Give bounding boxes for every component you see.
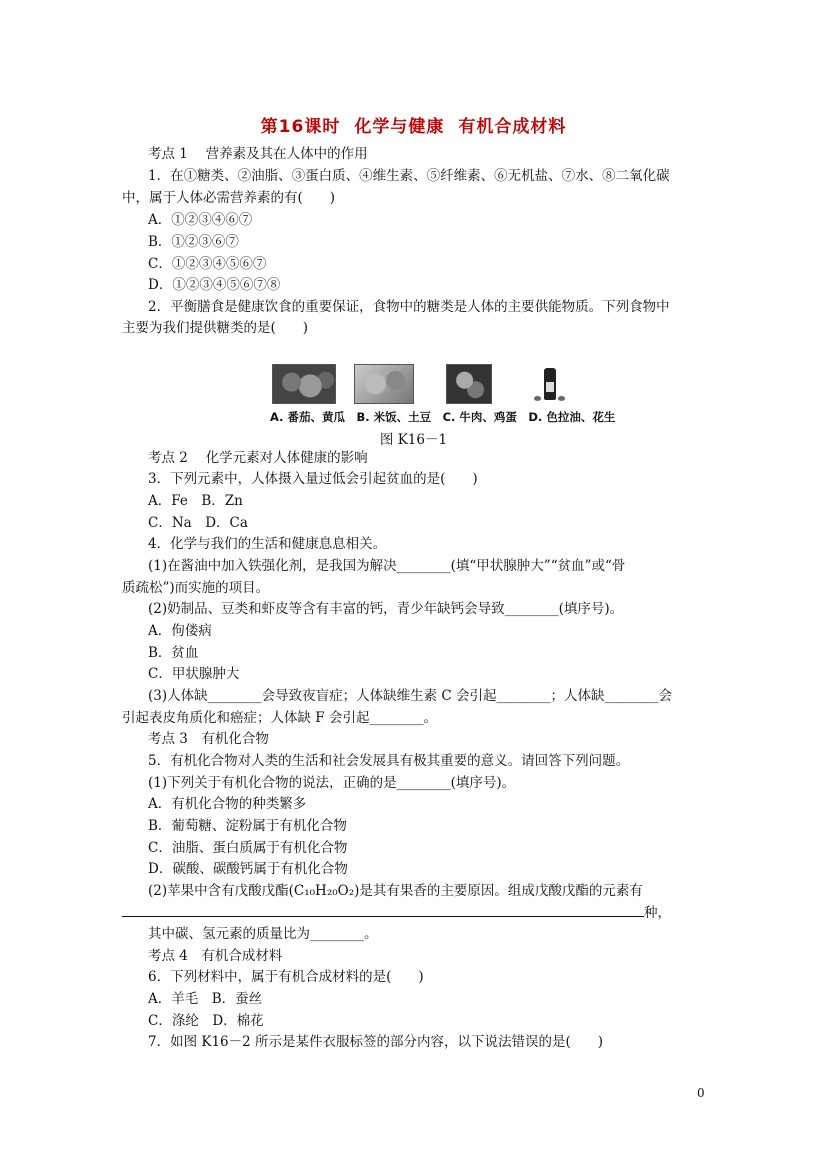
question-4-option-b: B．贫血 — [148, 645, 199, 661]
question-1-option-c: C．①②③④⑤⑥⑦ — [148, 256, 267, 272]
salad-oil-peanut-photo — [530, 364, 570, 404]
question-5-part-2: (2)苹果中含有戊酸戊酯(C₁₀H₂₀O₂)是其有果香的主要原因。组成戊酸戊酯的元素有 — [148, 883, 643, 899]
question-4-part-3: (3)人体缺________会导致夜盲症；人体缺维生素 C 会引起________；人体缺________会 — [148, 688, 673, 704]
figure-captions: A. 番茄、黄瓜 B. 米饭、土豆 C. 牛肉、鸡蛋 D. 色拉油、花生 — [270, 410, 616, 424]
question-5-option-a: A．有机化合物的种类繁多 — [148, 796, 307, 812]
question-6-options-ab: A．羊毛 B．蚕丝 — [148, 991, 263, 1007]
title-lesson: 第16课时 — [260, 117, 341, 137]
question-5-part-2-cont: 其中碳、氢元素的质量比为________。 — [148, 926, 378, 942]
page-number: 0 — [697, 1086, 705, 1100]
question-3-options-ab: A．Fe B．Zn — [148, 493, 243, 509]
question-2: 2．平衡膳食是健康饮食的重要保证，食物中的糖类是人体的主要供能物质。下列食物中 — [148, 299, 670, 315]
section-heading-4: 考点 4 有机合成材料 — [148, 948, 283, 964]
question-7: 7．如图 K16－2 所示是某件衣服标签的部分内容，以下说法错误的是( ) — [148, 1034, 604, 1050]
figure-label: 图 K16－1 — [379, 432, 448, 448]
question-4-option-a: A．佝偻病 — [148, 623, 212, 639]
section-heading-3: 考点 3 有机化合物 — [148, 731, 269, 747]
question-1-option-b: B．①②③⑥⑦ — [148, 234, 239, 250]
question-2-cont: 主要为我们提供糖类的是( ) — [122, 320, 309, 336]
question-4-part-2: (2)奶制品、豆类和虾皮等含有丰富的钙，青少年缺钙会导致________(填序号)。 — [148, 601, 624, 617]
page-title — [0, 112, 827, 137]
section-heading-2: 考点 2 化学元素对人体健康的影响 — [148, 450, 368, 466]
answer-blank — [122, 904, 644, 917]
question-5-part-2-unit: 种， — [644, 905, 671, 921]
question-4-part-3-cont: 引起表皮角质化和癌症；人体缺 F 会引起________。 — [122, 710, 437, 726]
rice-potato-photo — [354, 364, 414, 404]
question-5-option-d: D．碳酸、碳酸钙属于有机化合物 — [148, 861, 348, 877]
question-4-option-c: C．甲状腺肿大 — [148, 666, 240, 682]
question-5-part-2-blank-line — [122, 903, 671, 923]
question-3: 3．下列元素中，人体摄入量过低会引起贫血的是( ) — [148, 471, 478, 487]
question-5-option-b: B．葡萄糖、淀粉属于有机化合物 — [148, 818, 347, 834]
question-3-options-cd: C．Na D．Ca — [148, 515, 248, 531]
question-1-cont: 中，属于人体必需营养素的有( ) — [122, 190, 336, 206]
section-heading-1: 考点 1 营养素及其在人体中的作用 — [148, 146, 368, 162]
question-4-part-1: (1)在酱油中加入铁强化剂，是我国为解决________(填“甲状腺肿大”“贫血”或“骨 — [148, 558, 626, 574]
tomato-cucumber-photo — [272, 364, 336, 404]
question-5-part-1: (1)下列关于有机化合物的说法，正确的是________(填序号)。 — [148, 775, 516, 791]
question-4: 4．化学与我们的生活和健康息息相关。 — [148, 536, 387, 552]
question-1-option-a: A．①②③④⑥⑦ — [148, 212, 253, 228]
question-6: 6．下列材料中，属于有机合成材料的是( ) — [148, 969, 424, 985]
food-figure — [272, 364, 592, 408]
question-5-option-c: C．油脂、蛋白质属于有机化合物 — [148, 840, 348, 856]
question-1: 1．在①糖类、②油脂、③蛋白质、④维生素、⑤纤维素、⑥无机盐、⑦水、⑧二氧化碳 — [148, 168, 670, 184]
beef-egg-photo — [446, 364, 492, 404]
question-6-options-cd: C．涤纶 D．棉花 — [148, 1013, 264, 1029]
question-1-option-d: D．①②③④⑤⑥⑦⑧ — [148, 277, 281, 293]
question-5: 5．有机化合物对人类的生活和社会发展具有极其重要的意义。请回答下列问题。 — [148, 753, 630, 769]
question-4-part-1-cont: 质疏松”)而实施的项目。 — [122, 580, 270, 596]
title-subtopic: 有机合成材料 — [458, 117, 567, 137]
title-topic: 化学与健康 — [354, 117, 445, 137]
